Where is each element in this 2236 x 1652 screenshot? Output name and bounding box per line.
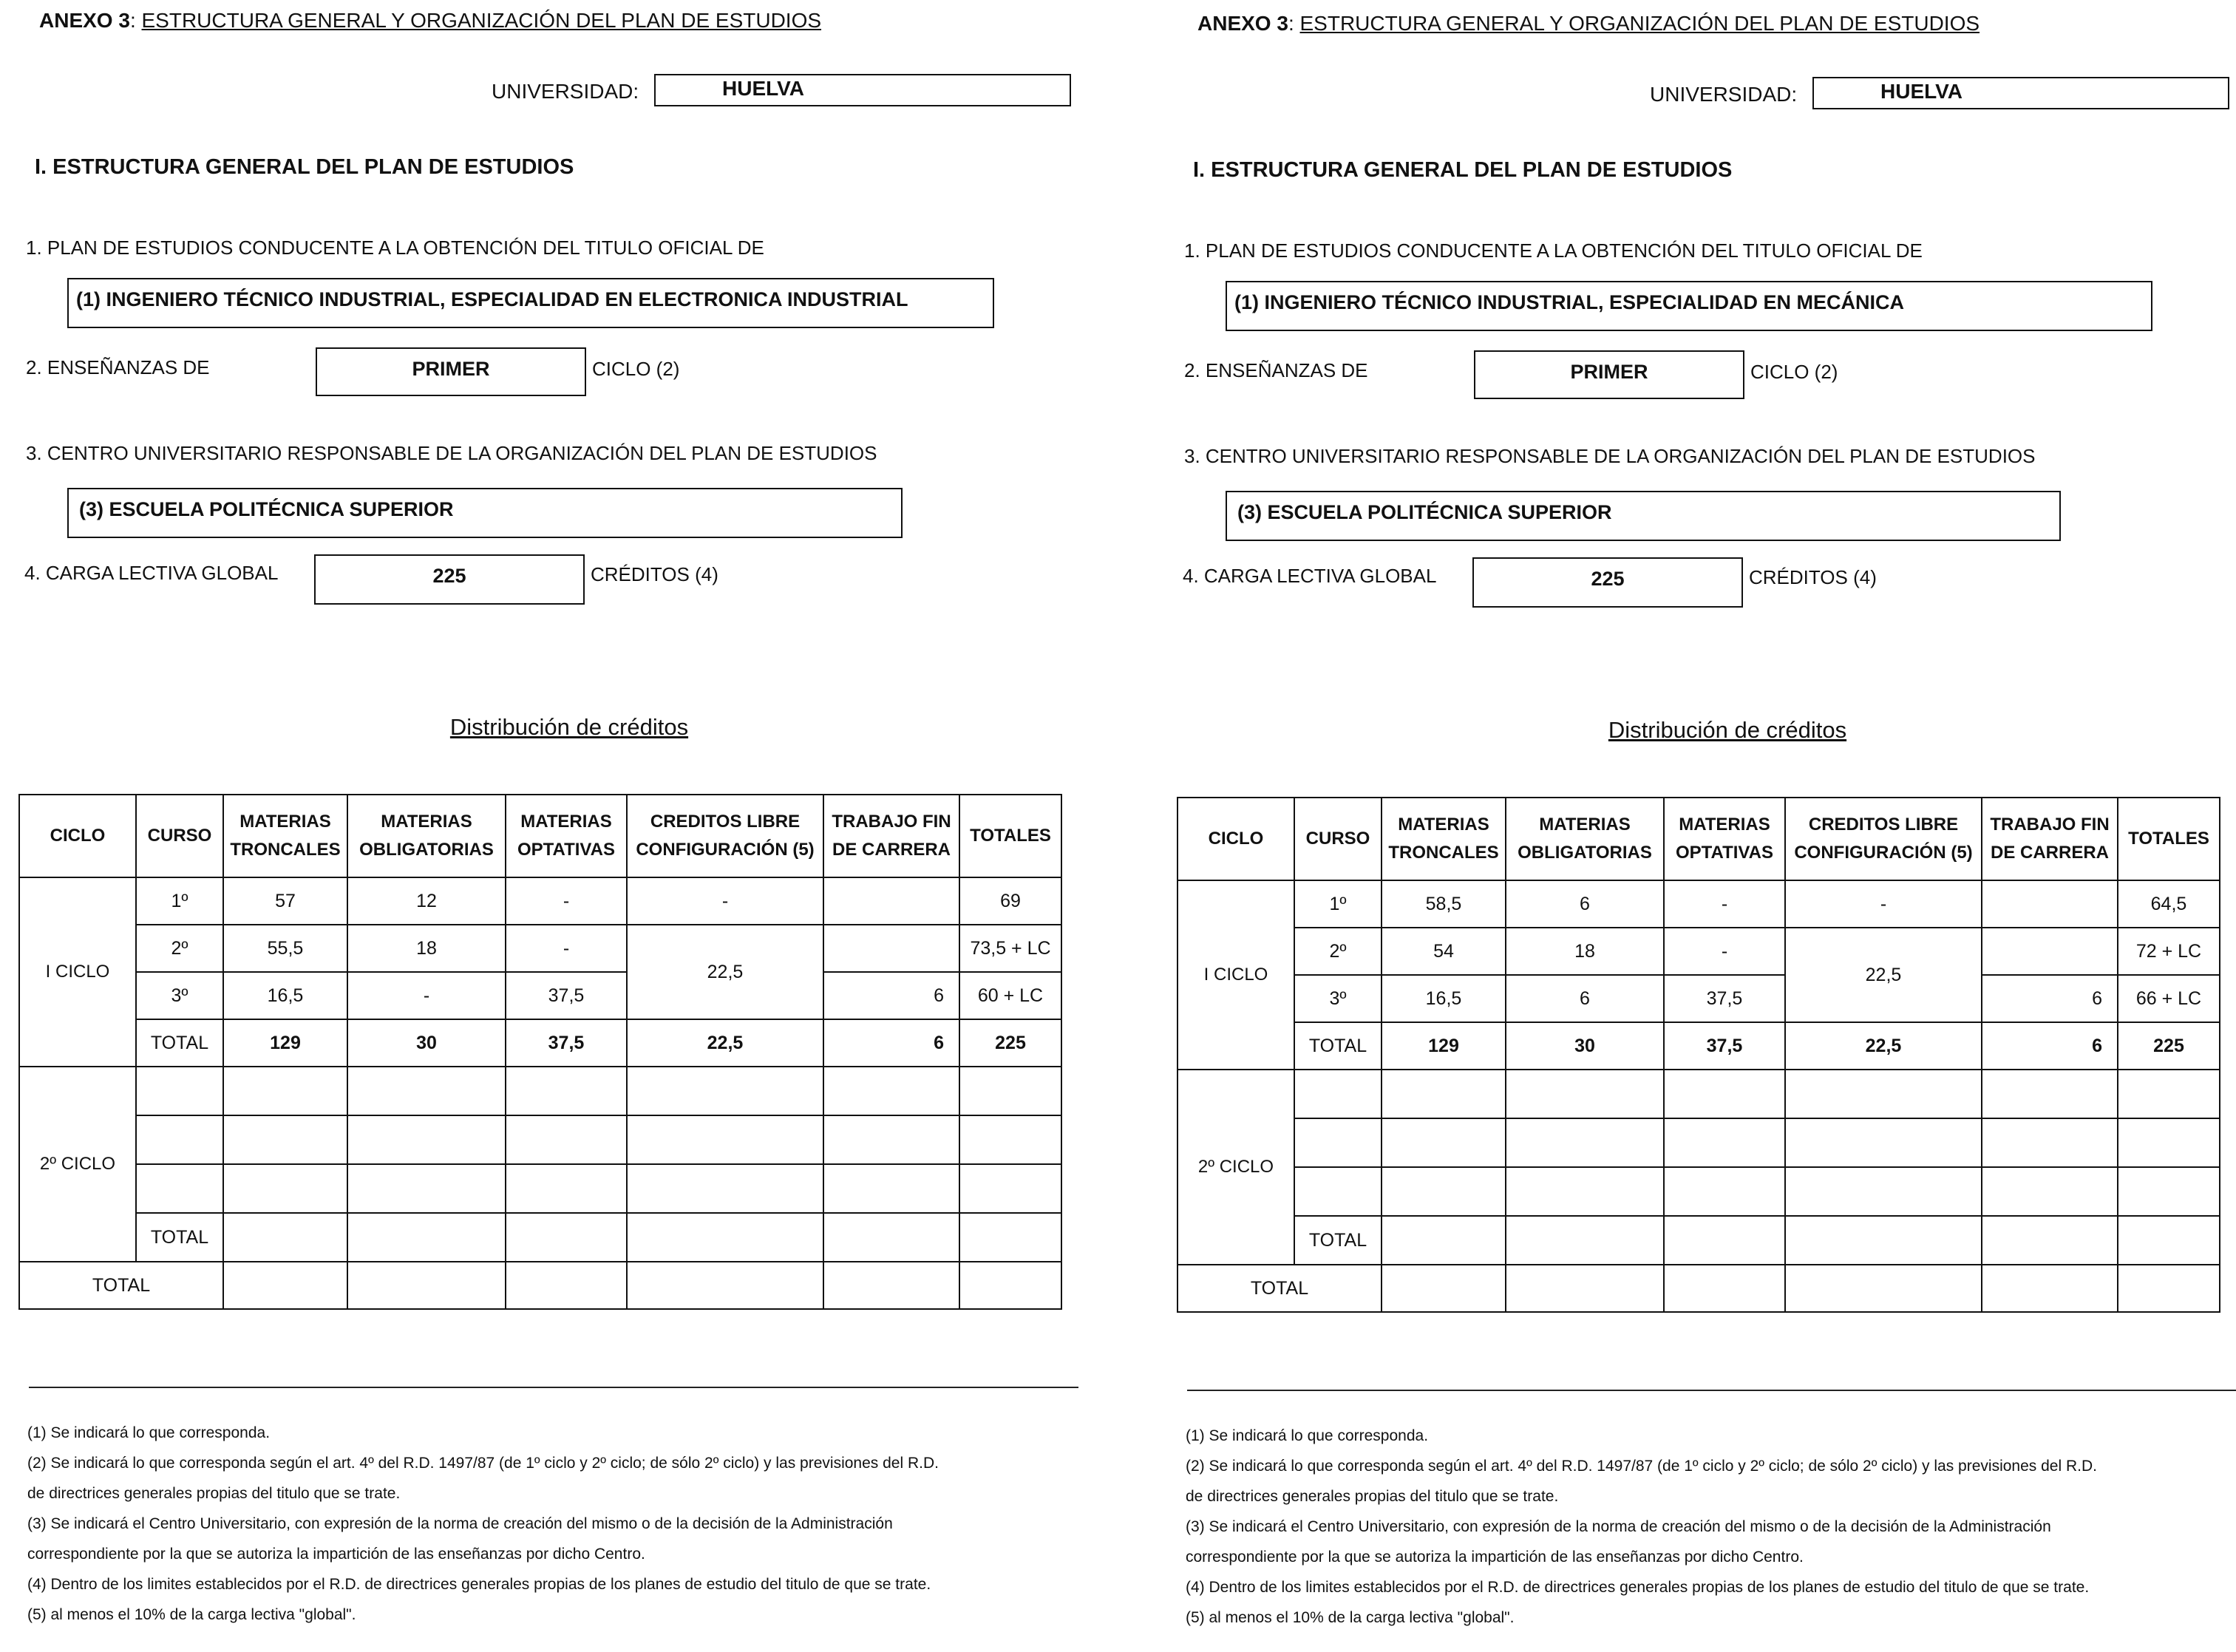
header-ciclo: CICLO bbox=[1178, 798, 1294, 880]
ciclo2-label: 2º CICLO bbox=[1178, 1070, 1294, 1265]
header-troncales-line1: MATERIAS bbox=[1398, 815, 1489, 835]
empty-cell bbox=[823, 1115, 959, 1164]
universidad-label: UNIVERSIDAD: bbox=[1650, 83, 1798, 106]
table-row bbox=[1178, 1216, 2220, 1265]
header-optativas-line2: OPTATIVAS bbox=[517, 840, 615, 860]
table-row bbox=[19, 1213, 1061, 1262]
empty-cell bbox=[347, 1067, 506, 1115]
cell-obligatorias: 12 bbox=[347, 877, 506, 925]
table-row bbox=[19, 1067, 1061, 1115]
item1-value: (1) INGENIERO TÉCNICO INDUSTRIAL, ESPECIALIDAD EN MECÁNICA bbox=[1234, 291, 1905, 313]
cell-troncales-total: 129 bbox=[223, 1019, 347, 1067]
header-optativas-line2: OPTATIVAS bbox=[1676, 843, 1773, 863]
cell-total-label: TOTAL bbox=[136, 1019, 223, 1067]
cell-curso: 2º bbox=[1294, 928, 1382, 975]
header-libre-line1: CREDITOS LIBRE bbox=[1808, 815, 1959, 835]
cell-trabajo bbox=[1982, 928, 2118, 975]
header-troncales-line1: MATERIAS bbox=[239, 812, 331, 832]
cell-trabajo-total: 6 bbox=[823, 1019, 959, 1067]
table-row bbox=[1178, 880, 2220, 928]
empty-cell bbox=[627, 1213, 823, 1262]
grand-total-label: TOTAL bbox=[1178, 1265, 1382, 1312]
universidad-box bbox=[1812, 77, 2229, 109]
empty-cell bbox=[1382, 1216, 1506, 1265]
header-optativas bbox=[1664, 798, 1785, 880]
item1-value: (1) INGENIERO TÉCNICO INDUSTRIAL, ESPECIALIDAD EN ELECTRONICA INDUSTRIAL bbox=[76, 288, 908, 310]
header-obligatorias bbox=[1506, 798, 1664, 880]
cell-trabajo-total: 6 bbox=[1982, 1022, 2118, 1070]
cell-libre-total: 22,5 bbox=[1785, 1022, 1982, 1070]
footnote-line: (1) Se indicará lo que corresponda. bbox=[27, 1424, 271, 1441]
cell-libre: - bbox=[1785, 880, 1982, 928]
header-trabajo bbox=[1982, 798, 2118, 880]
empty-cell bbox=[627, 1262, 823, 1309]
universidad-label: UNIVERSIDAD: bbox=[492, 80, 639, 103]
table-grand-total-row bbox=[1178, 1265, 2220, 1312]
header-trabajo-line2: DE CARRERA bbox=[1990, 843, 2109, 863]
empty-cell bbox=[506, 1067, 627, 1115]
empty-cell bbox=[823, 1213, 959, 1262]
item4-box bbox=[1472, 557, 1743, 608]
cell-totales: 73,5 + LC bbox=[959, 925, 1061, 972]
header-troncales-line2: TRONCALES bbox=[1388, 843, 1499, 863]
empty-cell bbox=[347, 1164, 506, 1213]
empty-cell bbox=[959, 1213, 1061, 1262]
empty-cell bbox=[1294, 1167, 1382, 1216]
grand-total-label: TOTAL bbox=[19, 1262, 223, 1309]
item4-box bbox=[314, 554, 585, 605]
cell-libre: - bbox=[627, 877, 823, 925]
empty-cell bbox=[2118, 1216, 2220, 1265]
cell-curso: 3º bbox=[1294, 975, 1382, 1022]
item3-label: 3. CENTRO UNIVERSITARIO RESPONSABLE DE LA ORGANIZACIÓN DEL PLAN DE ESTUDIOS bbox=[1184, 445, 2036, 467]
table-row bbox=[19, 877, 1061, 925]
item4-label: 4. CARGA LECTIVA GLOBAL bbox=[24, 562, 279, 584]
header-curso: CURSO bbox=[1294, 798, 1382, 880]
empty-cell bbox=[1294, 1070, 1382, 1118]
item4-value: 225 bbox=[1591, 568, 1625, 590]
cell-optativas: 37,5 bbox=[506, 972, 627, 1019]
table-row bbox=[19, 1164, 1061, 1213]
empty-cell bbox=[627, 1164, 823, 1213]
empty-cell bbox=[347, 1115, 506, 1164]
table-header-row bbox=[1178, 798, 2220, 880]
header-ciclo: CICLO bbox=[19, 795, 136, 877]
empty-cell bbox=[1785, 1070, 1982, 1118]
empty-cell bbox=[1982, 1070, 2118, 1118]
table-row bbox=[1178, 928, 2220, 975]
credits-table bbox=[1177, 797, 2220, 1313]
cell-libre-merged: 22,5 bbox=[627, 925, 823, 1019]
footnote-line: (4) Dentro de los limites establecidos por el R.D. de directrices generales propias de los planes de estudio del titulo de que se trate. bbox=[1186, 1579, 2090, 1596]
item2-box bbox=[1474, 350, 1744, 399]
footnote-line: correspondiente por la que se autoriza la impartición de las enseñanzas por dicho Centro. bbox=[27, 1546, 645, 1563]
cell-optativas: - bbox=[506, 925, 627, 972]
item2-value: PRIMER bbox=[412, 358, 490, 380]
cell-totales: 69 bbox=[959, 877, 1061, 925]
item1-label: 1. PLAN DE ESTUDIOS CONDUCENTE A LA OBTENCIÓN DEL TITULO OFICIAL DE bbox=[26, 237, 764, 259]
cell-totales-total: 225 bbox=[959, 1019, 1061, 1067]
cell-trabajo: 6 bbox=[823, 972, 959, 1019]
header-totales: TOTALES bbox=[2118, 798, 2220, 880]
header-troncales bbox=[1382, 798, 1506, 880]
header-obligatorias bbox=[347, 795, 506, 877]
cell-troncales-total: 129 bbox=[1382, 1022, 1506, 1070]
cell-curso: 1º bbox=[136, 877, 223, 925]
empty-cell bbox=[136, 1067, 223, 1115]
cell-obligatorias: 6 bbox=[1506, 880, 1664, 928]
header-libre bbox=[627, 795, 823, 877]
empty-cell bbox=[1506, 1070, 1664, 1118]
empty-cell bbox=[823, 1262, 959, 1309]
ciclo1-label: I CICLO bbox=[1178, 880, 1294, 1070]
item1-box bbox=[1226, 281, 2152, 331]
table-row bbox=[1178, 1167, 2220, 1216]
cell-trabajo bbox=[823, 925, 959, 972]
empty-cell bbox=[2118, 1167, 2220, 1216]
empty-cell bbox=[136, 1164, 223, 1213]
cell-obligatorias-total: 30 bbox=[1506, 1022, 1664, 1070]
cell-obligatorias-total: 30 bbox=[347, 1019, 506, 1067]
table-total-row bbox=[1178, 1022, 2220, 1070]
header-obligatorias-line2: OBLIGATORIAS bbox=[359, 840, 494, 860]
empty-cell bbox=[2118, 1118, 2220, 1167]
footnote-divider bbox=[1187, 1390, 2236, 1391]
empty-cell bbox=[1382, 1265, 1506, 1312]
universidad-row bbox=[1650, 77, 2234, 109]
empty-cell bbox=[1785, 1265, 1982, 1312]
cell-troncales: 55,5 bbox=[223, 925, 347, 972]
empty-cell bbox=[823, 1067, 959, 1115]
empty-cell bbox=[1664, 1216, 1785, 1265]
universidad-value: HUELVA bbox=[1880, 80, 1963, 103]
footnote-line: (4) Dentro de los limites establecidos por el R.D. de directrices generales propias de los planes de estudio del titulo de que se trate. bbox=[27, 1576, 931, 1593]
empty-cell bbox=[1982, 1265, 2118, 1312]
item3-value: (3) ESCUELA POLITÉCNICA SUPERIOR bbox=[1237, 501, 1612, 523]
cell-trabajo bbox=[1982, 880, 2118, 928]
empty-cell bbox=[506, 1213, 627, 1262]
item3-box bbox=[67, 488, 903, 538]
header-obligatorias-line1: MATERIAS bbox=[381, 812, 472, 832]
cell-optativas: 37,5 bbox=[1664, 975, 1785, 1022]
cell-troncales: 58,5 bbox=[1382, 880, 1506, 928]
cell-total-label: TOTAL bbox=[1294, 1022, 1382, 1070]
header-trabajo-line1: TRABAJO FIN bbox=[1990, 815, 2110, 835]
footnote-line: (1) Se indicará lo que corresponda. bbox=[1186, 1427, 1429, 1444]
empty-cell bbox=[1506, 1167, 1664, 1216]
footnote-line: (3) Se indicará el Centro Universitario, con expresión de la norma de creación del mismo o de la decisión de la Administración bbox=[1186, 1518, 2051, 1535]
empty-cell bbox=[1506, 1265, 1664, 1312]
header-libre-line1: CREDITOS LIBRE bbox=[650, 812, 801, 832]
header-trabajo-line1: TRABAJO FIN bbox=[832, 812, 951, 832]
empty-cell bbox=[627, 1115, 823, 1164]
cell-optativas-total: 37,5 bbox=[1664, 1022, 1785, 1070]
empty-cell bbox=[959, 1067, 1061, 1115]
empty-cell bbox=[1785, 1216, 1982, 1265]
distribution-title: Distribución de créditos bbox=[449, 714, 689, 740]
cell-troncales: 16,5 bbox=[223, 972, 347, 1019]
empty-cell bbox=[1506, 1118, 1664, 1167]
footnote-line: de directrices generales propias del titulo que se trate. bbox=[27, 1485, 401, 1502]
item1-box bbox=[67, 278, 994, 328]
table-row bbox=[19, 972, 1061, 1019]
cell-libre-total: 22,5 bbox=[627, 1019, 823, 1067]
table-row bbox=[1178, 975, 2220, 1022]
annex-label: ANEXO 3 bbox=[39, 9, 130, 32]
footnotes bbox=[27, 1418, 1070, 1630]
cell-obligatorias: - bbox=[347, 972, 506, 1019]
header-libre-line2: CONFIGURACIÓN (5) bbox=[1794, 843, 1973, 863]
cell-totales: 60 + LC bbox=[959, 972, 1061, 1019]
item2-label: 2. ENSEÑANZAS DE bbox=[1184, 359, 1368, 381]
cell-troncales: 16,5 bbox=[1382, 975, 1506, 1022]
empty-cell bbox=[223, 1164, 347, 1213]
empty-cell bbox=[1785, 1118, 1982, 1167]
annex-heading: ESTRUCTURA GENERAL Y ORGANIZACIÓN DEL PLAN DE ESTUDIOS bbox=[141, 9, 822, 32]
empty-cell bbox=[1382, 1118, 1506, 1167]
footnote-line: (5) al menos el 10% de la carga lectiva "global". bbox=[1186, 1609, 1515, 1626]
cell-troncales: 57 bbox=[223, 877, 347, 925]
item2-value: PRIMER bbox=[1570, 361, 1648, 383]
cell-curso: 1º bbox=[1294, 880, 1382, 928]
table-row bbox=[19, 925, 1061, 972]
cell-obligatorias: 6 bbox=[1506, 975, 1664, 1022]
item2-label: 2. ENSEÑANZAS DE bbox=[26, 356, 210, 378]
empty-cell bbox=[136, 1115, 223, 1164]
empty-cell bbox=[1982, 1118, 2118, 1167]
page-right bbox=[1177, 3, 2236, 1652]
empty-cell bbox=[223, 1262, 347, 1309]
empty-cell bbox=[1382, 1070, 1506, 1118]
cell-curso: 2º bbox=[136, 925, 223, 972]
empty-cell bbox=[1785, 1167, 1982, 1216]
credits-table bbox=[18, 794, 1062, 1310]
empty-cell bbox=[223, 1213, 347, 1262]
table-total-row bbox=[19, 1019, 1061, 1067]
item3-value: (3) ESCUELA POLITÉCNICA SUPERIOR bbox=[79, 498, 454, 520]
empty-cell bbox=[627, 1067, 823, 1115]
item2-suffix: CICLO (2) bbox=[1750, 361, 1838, 383]
cell-obligatorias: 18 bbox=[347, 925, 506, 972]
cell-totales: 64,5 bbox=[2118, 880, 2220, 928]
ciclo2-label: 2º CICLO bbox=[19, 1067, 136, 1262]
table-header-row bbox=[19, 795, 1061, 877]
empty-cell bbox=[1664, 1265, 1785, 1312]
section-title: I. ESTRUCTURA GENERAL DEL PLAN DE ESTUDIOS bbox=[1193, 158, 1733, 182]
cell-troncales: 54 bbox=[1382, 928, 1506, 975]
empty-cell bbox=[2118, 1070, 2220, 1118]
empty-cell bbox=[223, 1067, 347, 1115]
cell-optativas-total: 37,5 bbox=[506, 1019, 627, 1067]
universidad-value: HUELVA bbox=[722, 77, 804, 100]
item4-suffix: CRÉDITOS (4) bbox=[1749, 566, 1877, 588]
footnotes bbox=[1186, 1421, 2228, 1633]
cell-libre-merged: 22,5 bbox=[1785, 928, 1982, 1022]
empty-cell bbox=[959, 1262, 1061, 1309]
ciclo1-label: I CICLO bbox=[19, 877, 136, 1067]
cell-totales-total: 225 bbox=[2118, 1022, 2220, 1070]
empty-cell bbox=[823, 1164, 959, 1213]
footnote-line: (3) Se indicará el Centro Universitario, con expresión de la norma de creación del mismo o de la decisión de la Administración bbox=[27, 1515, 893, 1532]
section-title: I. ESTRUCTURA GENERAL DEL PLAN DE ESTUDIOS bbox=[35, 155, 574, 179]
empty-cell bbox=[1664, 1118, 1785, 1167]
empty-cell bbox=[959, 1115, 1061, 1164]
empty-cell bbox=[347, 1262, 506, 1309]
item4-value: 225 bbox=[432, 565, 466, 587]
empty-cell bbox=[506, 1164, 627, 1213]
annex-title: ANEXO 3: ESTRUCTURA GENERAL Y ORGANIZACIÓN DEL PLAN DE ESTUDIOS bbox=[1197, 12, 1980, 35]
cell-total-label: TOTAL bbox=[136, 1213, 223, 1262]
empty-cell bbox=[1982, 1216, 2118, 1265]
cell-obligatorias: 18 bbox=[1506, 928, 1664, 975]
cell-trabajo: 6 bbox=[1982, 975, 2118, 1022]
cell-totales: 66 + LC bbox=[2118, 975, 2220, 1022]
footnote-line: (5) al menos el 10% de la carga lectiva "global". bbox=[27, 1606, 356, 1623]
table-row bbox=[19, 1115, 1061, 1164]
table-grand-total-row bbox=[19, 1262, 1061, 1309]
cell-curso: 3º bbox=[136, 972, 223, 1019]
footnote-line: (2) Se indicará lo que corresponda según el art. 4º del R.D. 1497/87 (de 1º ciclo y 2º ciclo; de sólo 2º ciclo) y las previsiones del R.D. bbox=[27, 1455, 939, 1472]
item2-box bbox=[316, 347, 586, 396]
annex-title: ANEXO 3: ESTRUCTURA GENERAL Y ORGANIZACIÓN DEL PLAN DE ESTUDIOS bbox=[39, 9, 822, 32]
cell-trabajo bbox=[823, 877, 959, 925]
empty-cell bbox=[959, 1164, 1061, 1213]
header-troncales-line2: TRONCALES bbox=[230, 840, 341, 860]
universidad-row bbox=[492, 74, 1075, 106]
header-obligatorias-line2: OBLIGATORIAS bbox=[1518, 843, 1652, 863]
cell-optativas: - bbox=[1664, 928, 1785, 975]
header-optativas-line1: MATERIAS bbox=[520, 812, 612, 832]
item4-suffix: CRÉDITOS (4) bbox=[591, 563, 718, 585]
header-totales: TOTALES bbox=[959, 795, 1061, 877]
item1-label: 1. PLAN DE ESTUDIOS CONDUCENTE A LA OBTENCIÓN DEL TITULO OFICIAL DE bbox=[1184, 239, 1923, 262]
item2-suffix: CICLO (2) bbox=[592, 358, 680, 380]
cell-optativas: - bbox=[1664, 880, 1785, 928]
universidad-box bbox=[654, 74, 1071, 106]
footnote-line: de directrices generales propias del titulo que se trate. bbox=[1186, 1488, 1559, 1505]
table-row bbox=[1178, 1118, 2220, 1167]
header-trabajo-line2: DE CARRERA bbox=[832, 840, 951, 860]
empty-cell bbox=[506, 1262, 627, 1309]
header-obligatorias-line1: MATERIAS bbox=[1539, 815, 1631, 835]
empty-cell bbox=[223, 1115, 347, 1164]
item3-box bbox=[1226, 491, 2061, 541]
header-libre-line2: CONFIGURACIÓN (5) bbox=[636, 840, 815, 860]
page-left bbox=[18, 0, 1120, 1649]
empty-cell bbox=[2118, 1265, 2220, 1312]
empty-cell bbox=[1664, 1167, 1785, 1216]
distribution-title: Distribución de créditos bbox=[1608, 717, 1847, 743]
header-libre bbox=[1785, 798, 1982, 880]
cell-optativas: - bbox=[506, 877, 627, 925]
annex-heading: ESTRUCTURA GENERAL Y ORGANIZACIÓN DEL PLAN DE ESTUDIOS bbox=[1299, 12, 1980, 35]
header-troncales bbox=[223, 795, 347, 877]
footnote-line: correspondiente por la que se autoriza la impartición de las enseñanzas por dicho Centro. bbox=[1186, 1549, 1804, 1566]
empty-cell bbox=[506, 1115, 627, 1164]
empty-cell bbox=[1664, 1070, 1785, 1118]
header-optativas-line1: MATERIAS bbox=[1679, 815, 1770, 835]
annex-label: ANEXO 3 bbox=[1197, 12, 1288, 35]
footnote-divider bbox=[29, 1387, 1078, 1388]
empty-cell bbox=[1982, 1167, 2118, 1216]
item4-label: 4. CARGA LECTIVA GLOBAL bbox=[1183, 565, 1437, 587]
cell-totales: 72 + LC bbox=[2118, 928, 2220, 975]
item3-label: 3. CENTRO UNIVERSITARIO RESPONSABLE DE LA ORGANIZACIÓN DEL PLAN DE ESTUDIOS bbox=[26, 442, 877, 464]
header-optativas bbox=[506, 795, 627, 877]
empty-cell bbox=[1382, 1167, 1506, 1216]
empty-cell bbox=[1506, 1216, 1664, 1265]
footnote-line: (2) Se indicará lo que corresponda según el art. 4º del R.D. 1497/87 (de 1º ciclo y 2º ciclo; de sólo 2º ciclo) y las previsiones del R.D. bbox=[1186, 1458, 2097, 1475]
cell-total-label: TOTAL bbox=[1294, 1216, 1382, 1265]
table-row bbox=[1178, 1070, 2220, 1118]
header-trabajo bbox=[823, 795, 959, 877]
empty-cell bbox=[1294, 1118, 1382, 1167]
header-curso: CURSO bbox=[136, 795, 223, 877]
empty-cell bbox=[347, 1213, 506, 1262]
